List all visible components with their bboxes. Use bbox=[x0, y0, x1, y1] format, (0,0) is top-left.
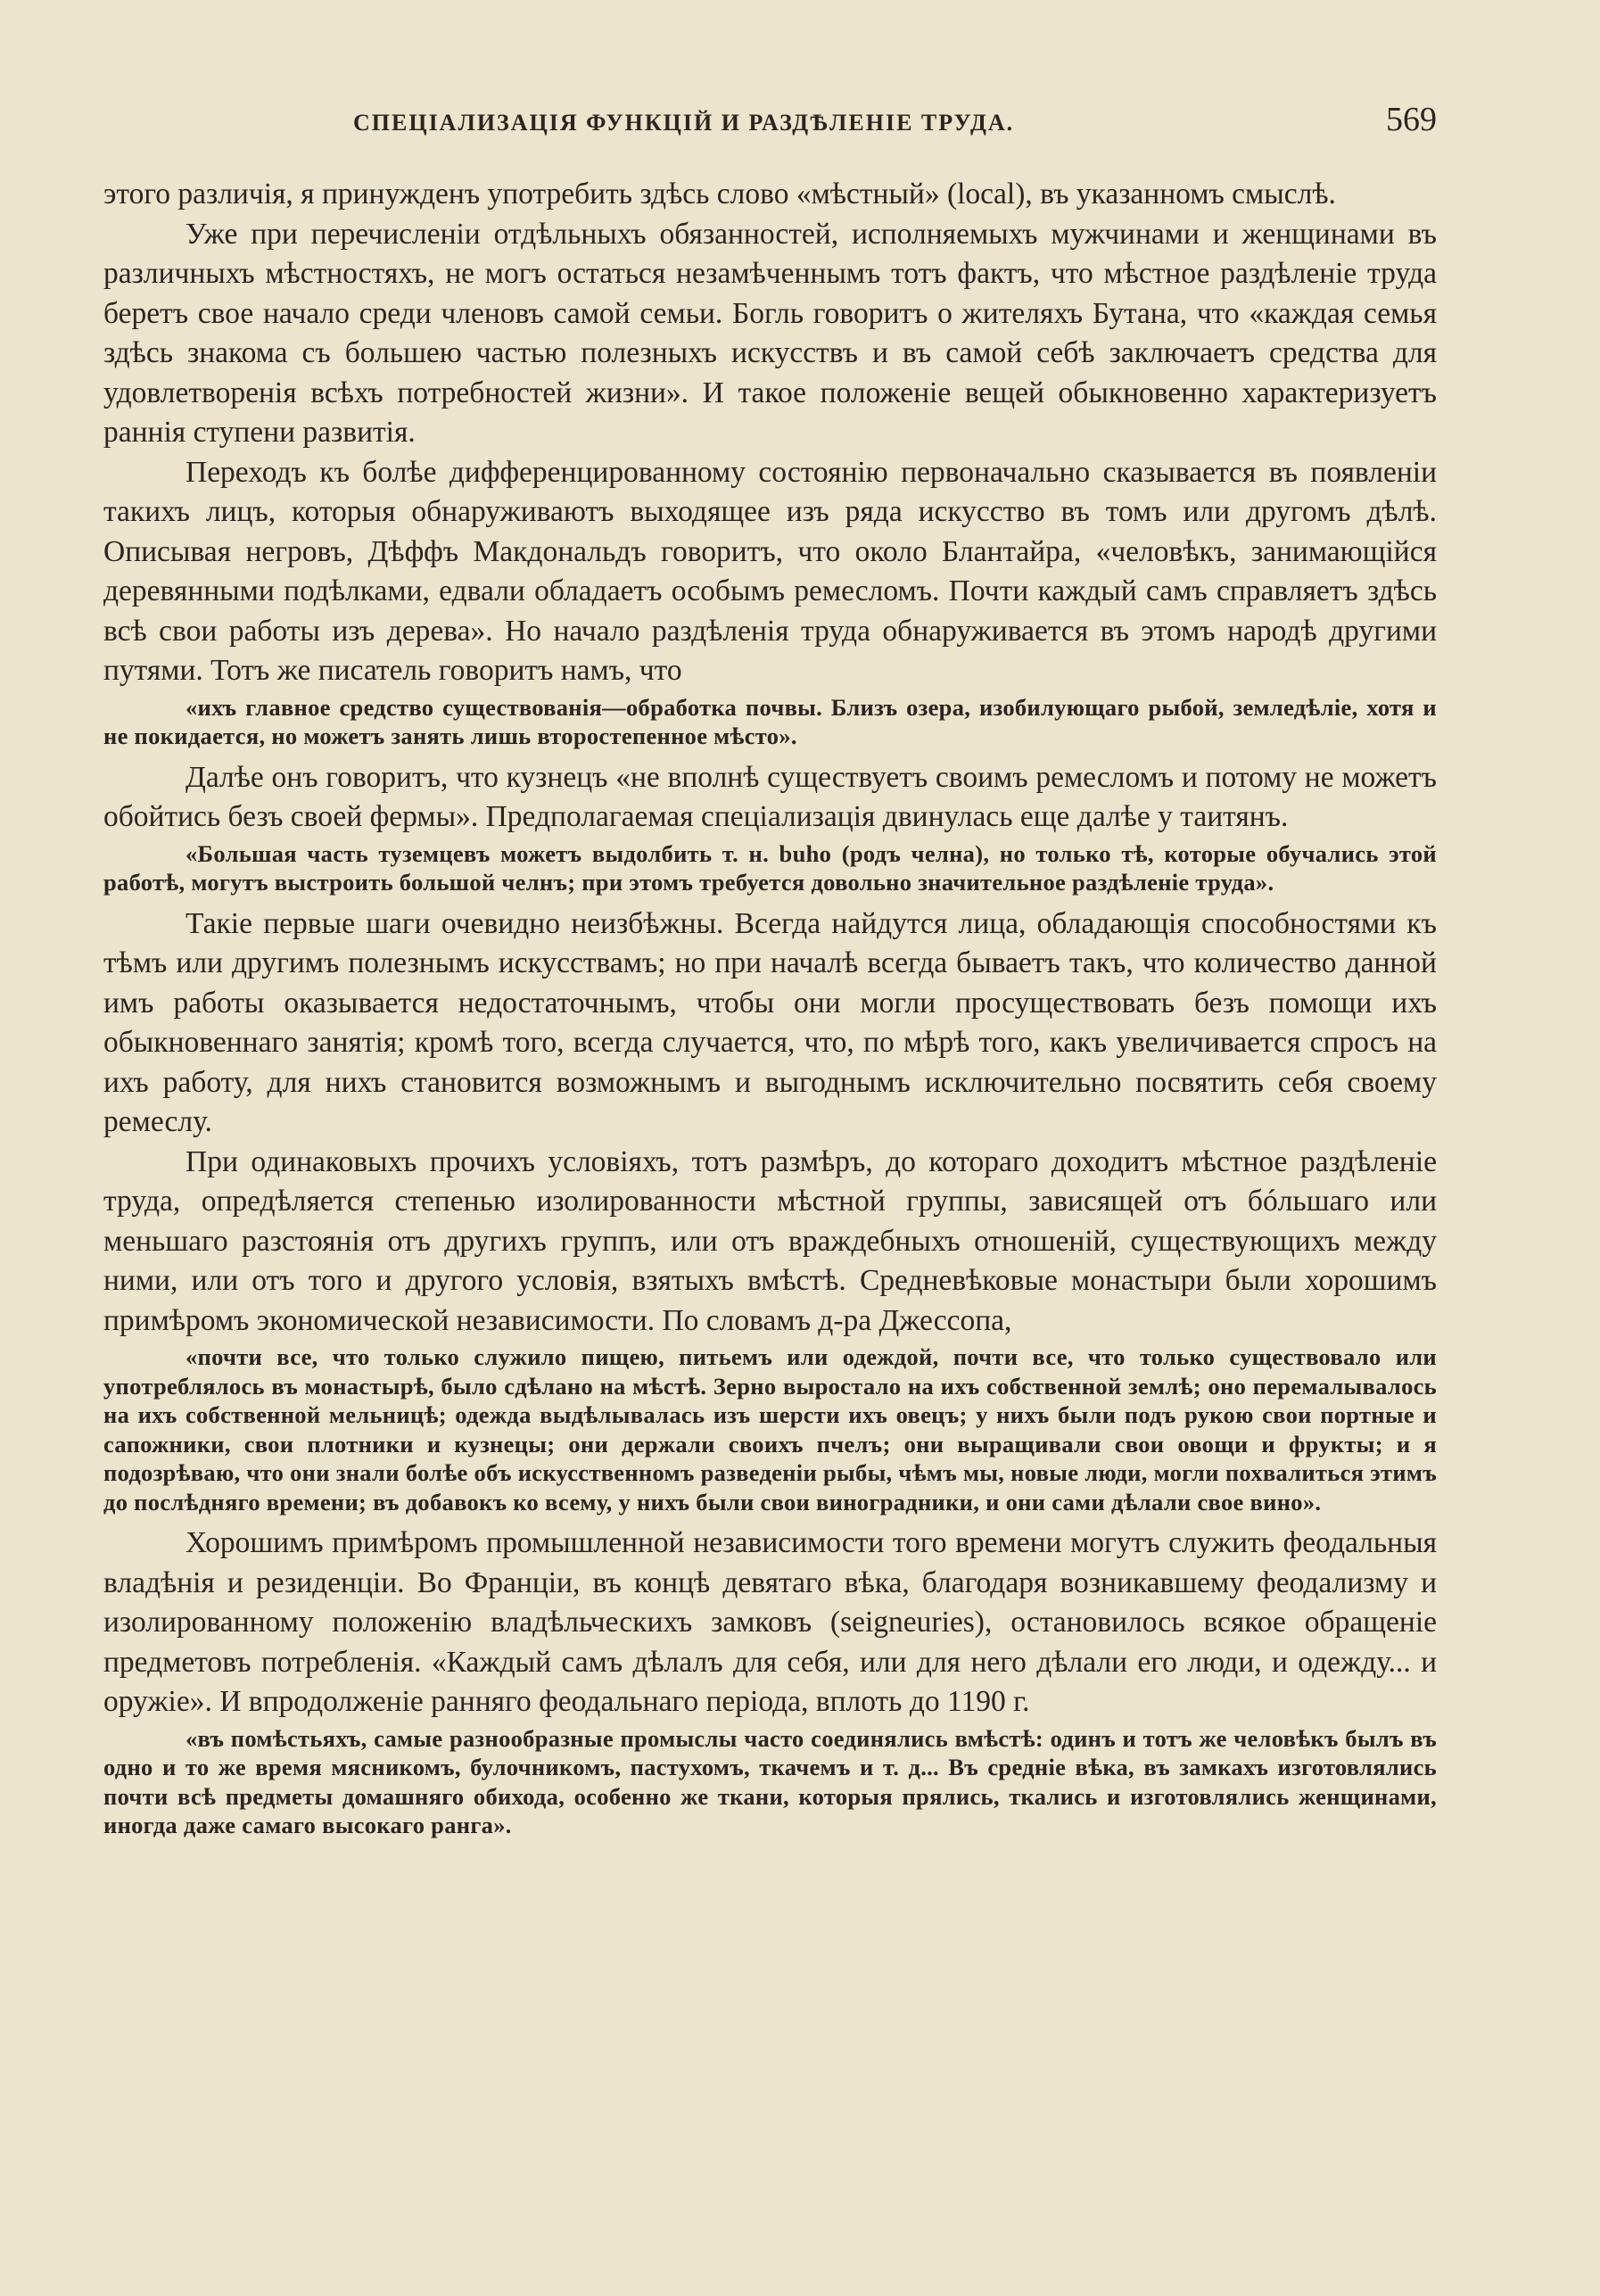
page-number: 569 bbox=[1386, 101, 1437, 138]
block-quote: «почти все, что только служило пищею, питьемъ или одеждой, почти все, что только существовало или употреблялось въ монастырѣ, было сдѣлано на мѣстѣ. Зерно выростало на ихъ собственной землѣ; оно перемалывалось на ихъ собственной мельницѣ; одежда выдѣлывалась изъ шерсти ихъ овецъ; у нихъ были подъ рукою свои портные и сапожники, свои плотники и кузнецы; они держали своихъ пчелъ; они выращивали свои овощи и фрукты; и я подозрѣваю, что они знали болѣе объ искусственномъ разведеніи рыбы, чѣмъ мы, новые люди, могли похвалиться этимъ до послѣдняго времени; въ добавокъ ко всему, у нихъ были свои виноградники, и они сами дѣлали свое вино». bbox=[103, 1343, 1437, 1516]
running-header bbox=[103, 100, 1437, 139]
paragraph: При одинаковыхъ прочихъ условіяхъ, тотъ размѣръ, до котораго доходитъ мѣстное раздѣленіе труда, опредѣляется степенью изолированности мѣстной группы, зависящей отъ бóльшаго или меньшаго разстоянія отъ другихъ группъ, или отъ враждебныхъ отношеній, существующихъ между ними, или отъ того и другого условія, взятыхъ вмѣстѣ. Средневѣковые монастыри были хорошимъ примѣромъ экономической независимости. По словамъ д-ра Джессопа, bbox=[103, 1144, 1437, 1337]
paragraph: Переходъ къ болѣе дифференцированному состоянію первоначально сказывается въ появленіи такихъ лицъ, которыя обнаруживаютъ выходящее изъ ряда искусство въ томъ или другомъ дѣлѣ. Описывая негровъ, Дѣффъ Макдональдъ говоритъ, что около Блантайра, «человѣкъ, занимающійся деревянными подѣлками, едвали обладаетъ особымъ ремесломъ. Почти каждый самъ справляетъ здѣсь всѣ свои работы изъ дерева». Но начало раздѣленія труда обнаруживается въ этомъ народѣ другими путями. Тотъ же писатель говоритъ намъ, что bbox=[103, 455, 1437, 687]
block-quote: «Большая часть туземцевъ можетъ выдолбить т. н. buho (родъ челна), но только тѣ, которые обучались этой работѣ, могутъ выстроить большой челнъ; при этомъ требуется довольно значительное раздѣленіе труда». bbox=[103, 839, 1437, 896]
paragraph: Далѣе онъ говоритъ, что кузнецъ «не вполнѣ существуетъ своимъ ремесломъ и потому не можетъ обойтись безъ своей фермы». Предполагаемая спеціализація двинулась еще далѣе у таитянъ. bbox=[103, 760, 1437, 833]
paragraph-continued: этого различія, я принужденъ употребить здѣсь слово «мѣстный» (local), въ указанномъ смыслѣ. bbox=[103, 178, 1336, 211]
paragraph: Такіе первые шаги очевидно неизбѣжны. Всегда найдутся лица, обладающія способностями къ тѣмъ или другимъ полезнымъ искусствамъ; но при началѣ всегда бываетъ такъ, что количество данной имъ работы оказывается недостаточнымъ, чтобы они могли просуществовать безъ помощи ихъ обыкновеннаго занятія; кромѣ того, всегда случается, что, по мѣрѣ того, какъ увеличивается спросъ на ихъ работу, для нихъ становится возможнымъ и выгоднымъ исключительно посвятить себя своему ремеслу. bbox=[103, 906, 1437, 1138]
paragraph: Хорошимъ примѣромъ промышленной независимости того времени могутъ служить феодальныя владѣнія и резиденціи. Во Франціи, въ концѣ девятаго вѣка, благодаря возникавшему феодализму и изолированному положенію владѣльческихъ замковъ (seigneuries), остановилось всякое обращеніе предметовъ потребленія. «Каждый самъ дѣлалъ для себя, или для него дѣлали его люди, и одежду... и оружіе». И впродолженіе ранняго феодальнаго періода, вплоть до 1190 г. bbox=[103, 1526, 1437, 1718]
block-quote: «ихъ главное средство существованія—обработка почвы. Близъ озера, изобилующаго рыбой, земледѣліе, хотя и не покидается, но можетъ занять лишь второстепенное мѣсто». bbox=[103, 693, 1437, 749]
running-title: СПЕЦІАЛИЗАЦІЯ ФУНКЦІЙ И РАЗДѢЛЕНІЕ ТРУДА. bbox=[353, 110, 1015, 136]
paragraph: Уже при перечисленіи отдѣльныхъ обязанностей, исполняемыхъ мужчинами и женщинами въ различныхъ мѣстностяхъ, не могъ остаться незамѣченнымъ тотъ фактъ, что мѣстное раздѣленіе труда беретъ свое начало среди членовъ самой семьи. Богль говоритъ о жителяхъ Бутана, что «каждая семья здѣсь знакома съ большею частью полезныхъ искусствъ и въ самой себѣ заключаетъ средства для удовлетворенія всѣхъ потребностей жизни». И такое положеніе вещей обыкновенно характеризуетъ раннія ступени развитія. bbox=[103, 217, 1437, 449]
block-quote: «въ помѣстьяхъ, самые разнообразные промыслы часто соединялись вмѣстѣ: одинъ и тотъ же человѣкъ былъ въ одно и то же время мясникомъ, булочникомъ, пастухомъ, ткачемъ и т. д... Въ средніе вѣка, въ замкахъ изготовлялись почти всѣ предметы домашняго обихода, особенно же ткани, которыя прялись, ткались и изготовлялись женщинами, иногда даже самаго высокаго ранга». bbox=[103, 1724, 1437, 1838]
